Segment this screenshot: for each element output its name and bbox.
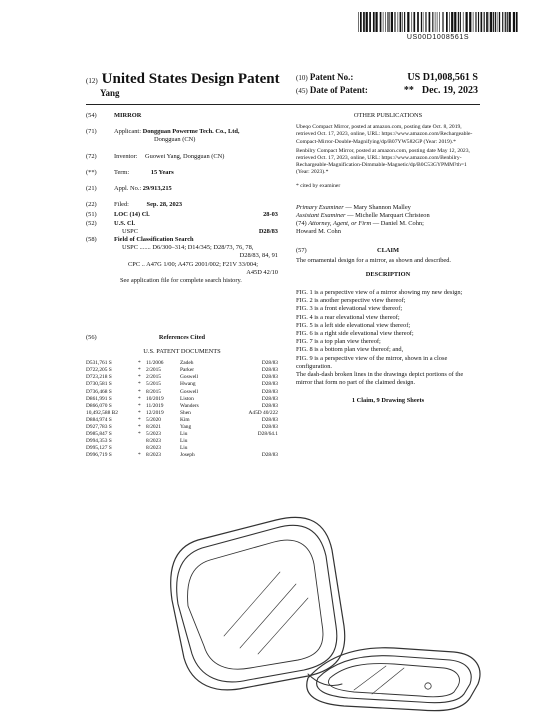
figure-description: FIG. 2 is another perspective view thereof;: [296, 297, 406, 305]
reference-number: D730,581 S: [86, 381, 112, 388]
reference-star: *: [138, 381, 141, 388]
reference-date: 2/2015: [146, 374, 161, 381]
reference-row: [86, 381, 278, 388]
hinge: [308, 674, 342, 686]
field-search-code: (58): [86, 236, 97, 244]
reference-row: [86, 438, 278, 445]
barcode-bar: [439, 12, 440, 32]
attorney-value: — Daniel M. Cohn;: [372, 220, 424, 228]
barcode-bar: [502, 12, 503, 32]
barcode-bar: [490, 12, 492, 32]
barcode-bar: [404, 12, 405, 32]
barcode-bar: [366, 12, 368, 32]
filed-field: [86, 201, 278, 209]
other-pub-2: Benbilry Compact Mirror, posted at amazon.com, posting date May 12, 2023, retrieved Oct. 17, 2023, online, URL: https://www.amazon.com/Benbilry-Rechargeable-Magnification-Dimmable-Magnetic/dp/B0C53GYPMM?th=1 (Year: 2023).*: [296, 147, 470, 176]
reference-date: 8/2023: [146, 445, 161, 452]
loc-value: 28-03: [263, 211, 278, 219]
field-search: [86, 236, 278, 285]
figure-description: FIG. 7 is a top plan view thereof;: [296, 338, 381, 346]
field-search-uspc-2: D28/83, 84, 91: [239, 252, 278, 260]
reference-class: D28/83: [261, 374, 278, 381]
figure-description: FIG. 6 is a right side elevational view thereof;: [296, 330, 414, 338]
reference-date: 5/2015: [146, 381, 161, 388]
loc-field: [86, 211, 278, 219]
applicant-city: Dongguan (CN): [154, 136, 196, 144]
term-code: (**): [86, 168, 97, 176]
reference-inventor: Hwang: [180, 381, 196, 388]
date-text: Dec. 19, 2023: [421, 85, 478, 96]
reference-row: [86, 452, 278, 459]
barcode-bar: [402, 12, 403, 32]
appl-no-label: Appl. No.:: [114, 185, 142, 193]
reference-inventor: Joseph: [180, 452, 195, 459]
applicant-code: (71): [86, 128, 97, 136]
reference-number: D866,070 S: [86, 402, 112, 409]
reference-inventor: Goswell: [180, 388, 198, 395]
barcode-bar: [398, 12, 399, 32]
barcode-bar: [493, 12, 494, 32]
barcode-bar: [442, 12, 443, 32]
date-stars: **: [403, 85, 414, 96]
figure-description: FIG. 1 is a perspective view of a mirror showing my new design;: [296, 289, 463, 297]
references-code: (56): [86, 334, 97, 341]
reference-inventor: Liu: [180, 431, 188, 438]
filed-value: Sep. 28, 2023: [146, 201, 183, 209]
claim-header: [296, 247, 480, 257]
base-outer: [307, 648, 480, 711]
barcode-image: [358, 12, 518, 32]
barcode-bar: [486, 12, 488, 32]
term-value: 15 Years: [150, 168, 174, 176]
reference-date: 8/2021: [146, 424, 161, 431]
reference-star: *: [138, 367, 141, 374]
lid-reflection-2: [240, 584, 296, 648]
barcode-bar: [443, 12, 444, 32]
lid-reflection-3: [258, 598, 308, 654]
reference-inventor: Liu: [180, 445, 188, 452]
reference-date: 8/2015: [146, 388, 161, 395]
reference-star: *: [138, 409, 141, 416]
assistant-examiner-value: — Michelle Marquart Christeon: [347, 212, 430, 220]
inventor-short-name: Yang: [100, 88, 120, 98]
applicant-label: Applicant:: [114, 128, 141, 136]
us-cl-label: U.S. Cl.: [114, 219, 135, 227]
figure-description: FIG. 8 is a bottom plan view thereof; and,: [296, 346, 404, 354]
doc-type-code: (12): [86, 77, 98, 85]
barcode-bar: [375, 12, 377, 32]
appl-no-field: [86, 185, 278, 193]
assistant-examiner-label: Assistant Examiner: [296, 212, 346, 220]
barcode-bar: [513, 12, 515, 32]
reference-star: *: [138, 388, 141, 395]
reference-class: D28/83: [261, 381, 278, 388]
field-search-label: Field of Classification Search: [114, 236, 194, 244]
reference-date: 8/2023: [146, 438, 161, 445]
figure-description: FIG. 3 is a front elevational view thereof;: [296, 305, 403, 313]
reference-class: [244, 445, 278, 452]
power-button: [425, 683, 431, 689]
barcode-bar: [505, 12, 506, 32]
loc-label: LOC (14) Cl.: [114, 211, 150, 219]
barcode-bar: [411, 12, 412, 32]
lid-rim: [177, 525, 337, 682]
barcode-bar: [451, 12, 453, 32]
barcode-bar: [425, 12, 426, 32]
broken-lines-note: The dash-dash broken lines in the drawings depict portions of the mirror that form no part of the claimed design.: [296, 371, 464, 387]
reference-date: 5/2023: [146, 431, 161, 438]
barcode-bar: [383, 12, 384, 32]
reference-date: 12/2019: [146, 409, 164, 416]
date-value: [404, 85, 478, 96]
reference-row: [86, 431, 278, 438]
barcode-bar: [484, 12, 485, 32]
loc-code: (51): [86, 211, 97, 219]
term-label: Term:: [114, 168, 130, 176]
attorney-label: Attorney, Agent, or Firm: [308, 220, 372, 228]
term-field: [86, 169, 278, 177]
barcode-bar: [360, 12, 362, 32]
reference-star: *: [138, 424, 141, 431]
reference-class: D28/83: [261, 367, 278, 374]
patent-number-label: Patent No.:: [309, 72, 354, 82]
barcode-bar: [373, 12, 375, 32]
header-right: [296, 72, 478, 98]
primary-examiner: [296, 204, 480, 212]
reference-number: D927,783 S: [86, 424, 112, 431]
barcode-bar: [463, 12, 464, 32]
barcode-bar: [499, 12, 500, 32]
claim-text: The ornamental design for a mirror, as shown and described.: [296, 256, 452, 264]
title-code: (54): [86, 112, 97, 119]
barcode-bar: [507, 12, 508, 32]
reference-date: 10/2019: [146, 395, 164, 402]
field-search-uspc-1: USPC ....... D6/300–314; D14/345; D28/73, 76, 78,: [122, 244, 254, 252]
reference-date: 8/2023: [146, 452, 161, 459]
barcode-bar: [432, 12, 433, 32]
filed-code: (22): [86, 201, 97, 209]
field-search-cpc-2: A45D 42/10: [246, 268, 278, 276]
reference-star: *: [138, 402, 141, 409]
barcode-bar: [481, 12, 483, 32]
barcode-bar: [478, 12, 479, 32]
barcode-bar: [400, 12, 402, 32]
reference-inventor: Yang: [180, 424, 192, 431]
reference-number: D531,761 S: [86, 360, 112, 367]
reference-number: D996,719 S: [86, 452, 112, 459]
reference-star: *: [138, 416, 141, 423]
reference-row: [86, 417, 278, 424]
reference-inventor: Shen: [180, 409, 191, 416]
patent-number-value: US D1,008,561 S: [407, 72, 478, 83]
barcode-bar: [475, 12, 476, 32]
lid-reflection-1: [224, 572, 280, 636]
reference-number: D736,468 S: [86, 388, 112, 395]
reference-row: [86, 424, 278, 431]
reference-class: D28/83: [261, 416, 278, 423]
barcode-bar: [509, 12, 511, 32]
cited-by-examiner: * cited by examiner: [296, 182, 341, 189]
applicant-field: [86, 128, 278, 144]
figure-description: FIG. 4 is a rear elevational view thereof;: [296, 313, 400, 321]
reference-number: D861,991 S: [86, 395, 112, 402]
date-label: Date of Patent:: [309, 85, 368, 95]
barcode-bar: [358, 12, 359, 32]
barcode-bar: [435, 12, 436, 32]
reference-class: D28/83: [261, 402, 278, 409]
reference-row: [86, 445, 278, 452]
field-search-note: See application file for complete search history.: [120, 277, 242, 285]
barcode-number: US00D1008561S: [406, 34, 470, 41]
barcode-bar: [489, 12, 490, 32]
reference-star: *: [138, 452, 141, 459]
reference-class: D28/83: [261, 388, 278, 395]
reference-row: [86, 396, 278, 403]
reference-row: [86, 389, 278, 396]
claim-code: (57): [296, 246, 307, 254]
base-mirror: [328, 664, 459, 697]
barcode-bar: [407, 12, 409, 32]
right-column: [296, 112, 480, 406]
reference-row: [86, 367, 278, 374]
reference-class: D28/83: [261, 424, 278, 431]
reference-date: 11/2006: [146, 360, 164, 367]
reference-inventor: Liu: [180, 438, 188, 445]
barcode-bar: [446, 12, 448, 32]
barcode-bar: [429, 12, 431, 32]
reference-class: A45D 40/222: [248, 409, 278, 416]
reference-star: *: [138, 374, 141, 381]
reference-date: 5/2020: [146, 416, 161, 423]
base-reflection-2: [372, 668, 404, 694]
reference-number: D985,847 S: [86, 431, 112, 438]
barcode-bar: [391, 12, 393, 32]
uspc-label: USPC: [122, 227, 138, 235]
references-subtitle: U.S. PATENT DOCUMENTS: [143, 348, 221, 355]
inventor-field: [86, 153, 278, 161]
barcode-bar: [389, 12, 390, 32]
barcode-bar: [385, 12, 386, 32]
reference-row: [86, 374, 278, 381]
appl-no-value: 29/913,215: [142, 185, 172, 193]
references-header: [86, 334, 278, 344]
reference-inventor: Parker: [180, 367, 195, 374]
barcode-bar: [437, 12, 438, 32]
barcode-bar: [495, 12, 496, 32]
reference-inventor: Liston: [180, 395, 194, 402]
assistant-examiner: [296, 212, 480, 220]
inventor-code: (72): [86, 152, 97, 160]
patent-number-code: (10): [296, 74, 308, 82]
us-cl-code: (52): [86, 219, 97, 227]
figure-description: FIG. 5 is a left side elevational view thereof;: [296, 321, 411, 329]
biblio-column: [86, 112, 278, 285]
filed-label: Filed:: [114, 201, 129, 209]
attorney-code: (74): [296, 220, 307, 228]
barcode-bar: [466, 12, 468, 32]
barcode-bar: [449, 12, 450, 32]
attorney: [296, 220, 480, 228]
reference-number: D884,974 S: [86, 416, 112, 423]
barcode-bar: [387, 12, 388, 32]
lid-mirror: [188, 540, 323, 669]
reference-inventor: Wanders: [180, 402, 199, 409]
reference-class: D28/83: [261, 452, 278, 459]
references-cited: [86, 334, 278, 460]
reference-star: *: [138, 395, 141, 402]
reference-class: D28/64.1: [257, 431, 278, 438]
barcode-bar: [460, 12, 461, 32]
inventor-value: Guowei Yang, Dongguan (CN): [145, 152, 225, 160]
reference-inventor: Zadeh: [180, 360, 194, 367]
barcode-bar: [369, 12, 371, 32]
reference-date: 2/2015: [146, 367, 161, 374]
reference-number: D723,218 S: [86, 374, 112, 381]
reference-row: [86, 410, 278, 417]
reference-number: D994,353 S: [86, 438, 112, 445]
barcode-bar: [516, 12, 518, 32]
barcode-bar: [423, 12, 424, 32]
figure-description: FIG. 9 is a perspective view of the mirror, shown in a close configuration.: [296, 354, 448, 370]
reference-class: D28/83: [261, 395, 278, 402]
barcode-bar: [380, 12, 382, 32]
mirror-drawing: [158, 508, 488, 712]
reference-star: [138, 438, 146, 445]
primary-examiner-label: Primary Examiner: [296, 203, 344, 211]
inventor-label: Inventor:: [114, 152, 138, 160]
reference-number: 10,492,588 B2: [86, 409, 118, 416]
uspc-value: D28/83: [258, 227, 278, 235]
barcode-bar: [498, 12, 499, 32]
field-search-cpc-1: CPC .. A47G 1/00; A47G 2001/002; F21V 33/004;: [128, 260, 259, 268]
date-code: (45): [296, 87, 308, 95]
reference-class: D28/83: [261, 360, 278, 367]
reference-row: [86, 403, 278, 410]
reference-number: D722,205 S: [86, 367, 112, 374]
header-left: [86, 70, 280, 88]
reference-class: [244, 438, 278, 445]
barcode-bar: [363, 12, 365, 32]
us-cl-field: [86, 220, 278, 228]
references-table: [86, 360, 278, 459]
figure-list: [296, 289, 480, 371]
barcode-bar: [413, 12, 415, 32]
header-rule: [86, 104, 480, 105]
title-field: [86, 112, 278, 120]
reference-inventor: Kim: [180, 416, 190, 423]
other-pubs-title: OTHER PUBLICATIONS: [353, 112, 423, 119]
patent-number-row: [296, 72, 478, 85]
barcode-bar: [469, 12, 471, 32]
barcode-bar: [417, 12, 419, 32]
doc-type-title: United States Design Patent: [101, 71, 280, 87]
reference-row: [86, 360, 278, 367]
reference-date: 11/2019: [146, 402, 164, 409]
reference-star: *: [138, 360, 141, 367]
date-of-patent-row: [296, 85, 478, 98]
reference-star: [138, 445, 146, 452]
other-pub-1: Ubeqo Compact Mirror, posted at amazon.com, posting date Oct. 8, 2019, retrieved Oct. 17, 2023, online, URL: https://www.amazon.com/Rechargeable-Compact-Mirror-Double-Magnifying/dp/B07YW582GP (Year: 2019).*: [296, 124, 473, 145]
barcode-bar: [394, 12, 395, 32]
uspc-row: [86, 228, 278, 236]
claims-summary: 1 Claim, 9 Drawing Sheets: [351, 397, 425, 405]
title-value: MIRROR: [114, 112, 142, 119]
reference-number: D995,127 S: [86, 445, 112, 452]
primary-examiner-value: — Mary Shannon Malley: [345, 203, 411, 211]
barcode-bar: [458, 12, 459, 32]
barcode-bar: [454, 12, 456, 32]
reference-inventor: Goswell: [180, 374, 198, 381]
claim-title: CLAIM: [376, 246, 399, 254]
appl-no-code: (21): [86, 185, 97, 193]
reference-star: *: [138, 431, 141, 438]
applicant-name: Dongguan Powerme Tech. Co., Ltd,: [142, 128, 240, 136]
attorney-value-2: Howard M. Cohn: [296, 228, 341, 236]
barcode-bar: [421, 12, 422, 32]
description-title: DESCRIPTION: [365, 270, 411, 278]
references-title: References Cited: [158, 334, 206, 341]
barcode-bar: [473, 12, 474, 32]
